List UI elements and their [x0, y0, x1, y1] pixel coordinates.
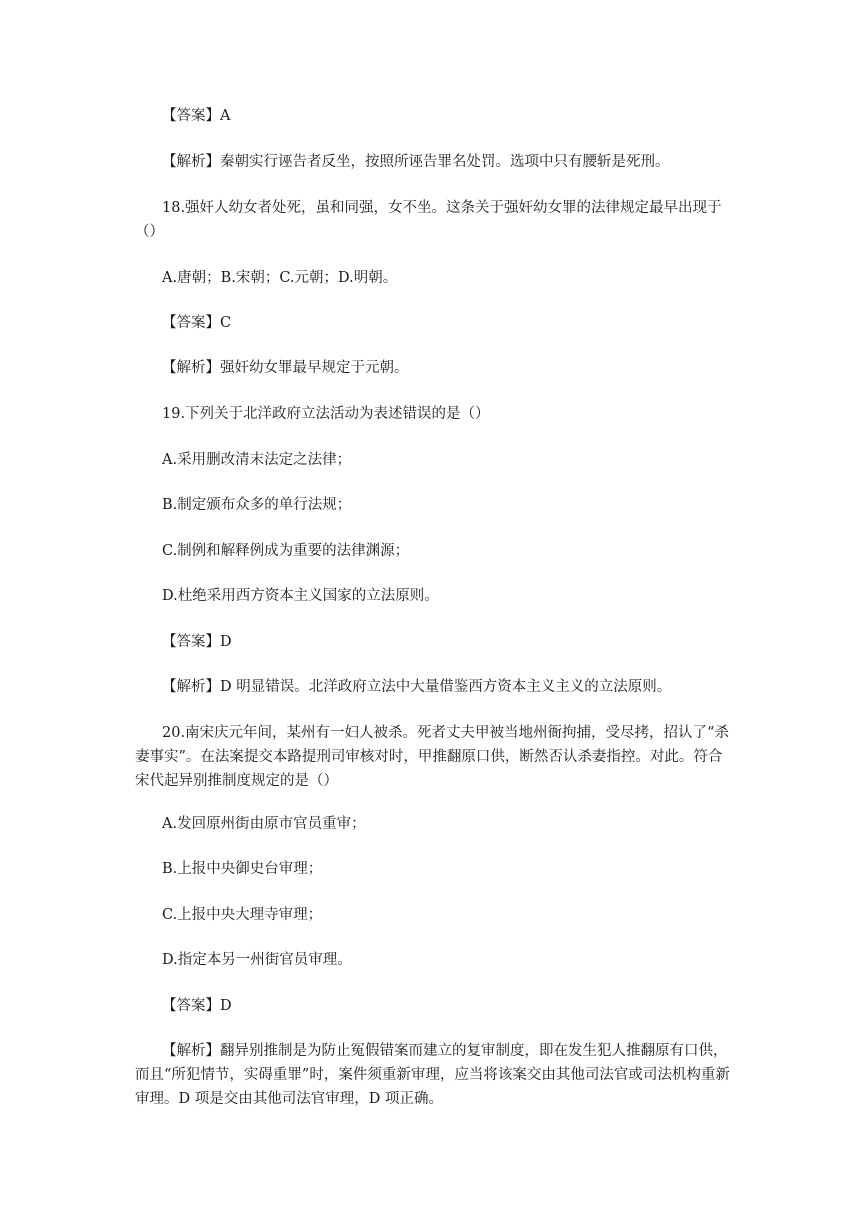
option-20-b: B.上报中央御史台审理； — [162, 861, 323, 877]
option-20-a: A.发回原州街由原市官员重审； — [162, 816, 366, 832]
option-20-d: D.指定本另一州街官员审理。 — [162, 952, 352, 968]
question-19: 19.下列关于北洋政府立法活动为表述错误的是（） — [162, 406, 490, 422]
answer-17: 【答案】A — [162, 108, 231, 124]
analysis-17: 【解析】秦朝实行诬告者反坐，按照所诬告罪名处罚。选项中只有腰斩是死刑。 — [162, 154, 670, 170]
question-20: 20.南宋庆元年间，某州有一妇人被杀。死者丈夫甲被当地州衙拘捕，受尽拷，招认了“杀妻事实”。在法案提交本路提刑司审核对时，甲推翻原口供，断然否认杀妻指控。对此。符合宋代起异别推制度规定的是（） — [135, 725, 729, 789]
option-20-c: C.上报中央大理寺审理； — [162, 907, 323, 923]
option-19-b: B.制定颁布众多的单行法规； — [162, 497, 352, 513]
option-19-d: D.杜绝采用西方资本主义国家的立法原则。 — [162, 588, 439, 604]
answer-19: 【答案】D — [162, 634, 232, 650]
analysis-19: 【解析】D 明显错误。北洋政府立法中大量借鉴西方资本主义主义的立法原则。 — [162, 679, 672, 695]
answer-20: 【答案】D — [162, 998, 232, 1014]
options-18: A.唐朝；B.宋朝；C.元朝；D.明朝。 — [162, 270, 398, 286]
analysis-18: 【解析】强奸幼女罪最早规定于元朝。 — [162, 360, 409, 376]
question-18: 18.强奸人幼女者处死，虽和同强，女不坐。这条关于强奸幼女罪的法律规定最早出现于（） — [135, 200, 722, 240]
option-19-c: C.制例和解释例成为重要的法律渊源； — [162, 543, 410, 559]
analysis-20: 【解析】翻异别推制是为防止冤假错案而建立的复审制度，即在发生犯人推翻原有口供，而且“所犯情节，实碍重罪”时，案件须重新审理，应当将该案交由其他司法官或司法机构重新审理。D 项是交由其他司法官审理，D 项正确。 — [135, 1043, 730, 1107]
option-19-a: A.采用删改清末法定之法律； — [162, 452, 352, 468]
answer-18: 【答案】C — [162, 315, 232, 331]
